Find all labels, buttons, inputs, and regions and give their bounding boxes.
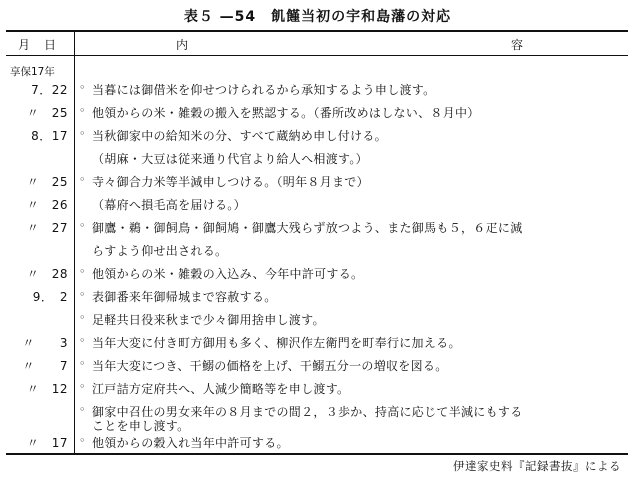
row-bullet: ◦ — [79, 265, 86, 278]
row-bullet: ◦ — [79, 81, 86, 94]
row-bullet: ◦ — [79, 127, 86, 140]
row-bullet: ◦ — [79, 403, 86, 416]
table-row — [6, 380, 628, 402]
row-date: 〃 28 — [26, 267, 68, 281]
row-text: 当暮には御借米を仰せつけられるから承知するよう申し渡す。 — [92, 83, 436, 97]
table-row — [6, 357, 628, 379]
row-text: 当秋御家中の給知米の分、すべて蔵納め申し付ける。 — [92, 129, 387, 143]
table-row — [6, 104, 628, 126]
row-date: 〃 27 — [26, 221, 68, 235]
table-row — [6, 288, 628, 310]
row-bullet: ◦ — [79, 104, 86, 117]
table-header — [6, 32, 628, 56]
table-row — [6, 127, 628, 149]
header-content-2: 容 — [511, 38, 524, 52]
row-date: 8．17 — [31, 129, 68, 143]
row-date: 〃 7 — [22, 359, 68, 373]
header-content-1: 内 — [176, 38, 189, 52]
row-text: 他領からの米・雑穀の搬入を黙認する。（番所改めはしない、８月中） — [92, 106, 480, 120]
row-date: 〃 17 — [26, 436, 68, 450]
row-date: 〃 3 — [22, 336, 68, 350]
row-bullet: ◦ — [79, 311, 86, 324]
row-bullet: ◦ — [79, 434, 86, 447]
row-text: ことを申し渡す。 — [92, 419, 190, 433]
row-date: 〃 12 — [26, 382, 68, 396]
table-row — [6, 265, 628, 287]
table-row — [6, 334, 628, 356]
row-text: 寺々御合力米等半減申しつける。（明年８月まで） — [92, 175, 369, 189]
table-row — [6, 81, 628, 103]
row-date: 〃 26 — [26, 198, 68, 212]
row-text: 当年大変に付き町方御用も多く、柳沢作左衛門を町奉行に加える。 — [92, 336, 461, 350]
row-text: 江戸詰方定府共へ、人減少簡略等を申し渡す。 — [92, 382, 350, 396]
row-text: 他領からの穀入れ当年中許可する。 — [92, 436, 289, 450]
row-text: 御鷹・鵜・御飼鳥・御飼鳩・御鷹大残らず放つよう、また御馬も５，６疋に減 — [92, 221, 523, 235]
row-date: 〃 25 — [26, 106, 68, 120]
table-row — [6, 219, 628, 241]
table-row — [6, 150, 628, 172]
row-text: らすよう仰せ出される。 — [92, 244, 228, 258]
row-text: 当年大変につき、干鰯の価格を上げ、干鰯五分一の増収を図る。 — [92, 359, 448, 373]
table-row — [6, 311, 628, 333]
table-row — [6, 242, 628, 264]
row-date: 9． 2 — [32, 290, 68, 304]
row-text: （幕府へ損毛高を届ける。） — [92, 198, 246, 212]
table-title: 表５ —54 飢饉当初の宇和島藩の対応 — [183, 9, 452, 25]
row-text: 足軽共日役来秋まで少々御用捨申し渡す。 — [92, 313, 325, 327]
row-bullet: ◦ — [79, 380, 86, 393]
data-table — [6, 30, 628, 455]
row-bullet: ◦ — [79, 288, 86, 301]
row-text: 表御番来年御帰城まで容赦する。 — [92, 290, 277, 304]
row-date: 〃 25 — [26, 175, 68, 189]
row-bullet: ◦ — [79, 357, 86, 370]
row-bullet: ◦ — [79, 219, 86, 232]
table-row — [6, 173, 628, 195]
row-bullet: ◦ — [79, 334, 86, 347]
row-text: （胡麻・大豆は従来通り代官より給人へ相渡す。） — [92, 152, 368, 166]
table-row — [6, 434, 628, 456]
source-note: 伊達家史料『記録書抜』による — [453, 459, 621, 473]
era-label: 享保17年 — [10, 66, 55, 78]
header-date: 月日 — [17, 38, 70, 52]
table-row — [6, 196, 628, 218]
row-date: 7．22 — [31, 83, 68, 97]
row-text: 他領からの米・雑穀の入込み、今年中許可する。 — [92, 267, 364, 281]
row-text: 御家中召仕の男女来年の８月までの間２，３歩か、持高に応じて半減にもする — [92, 405, 523, 419]
row-bullet: ◦ — [79, 173, 86, 186]
